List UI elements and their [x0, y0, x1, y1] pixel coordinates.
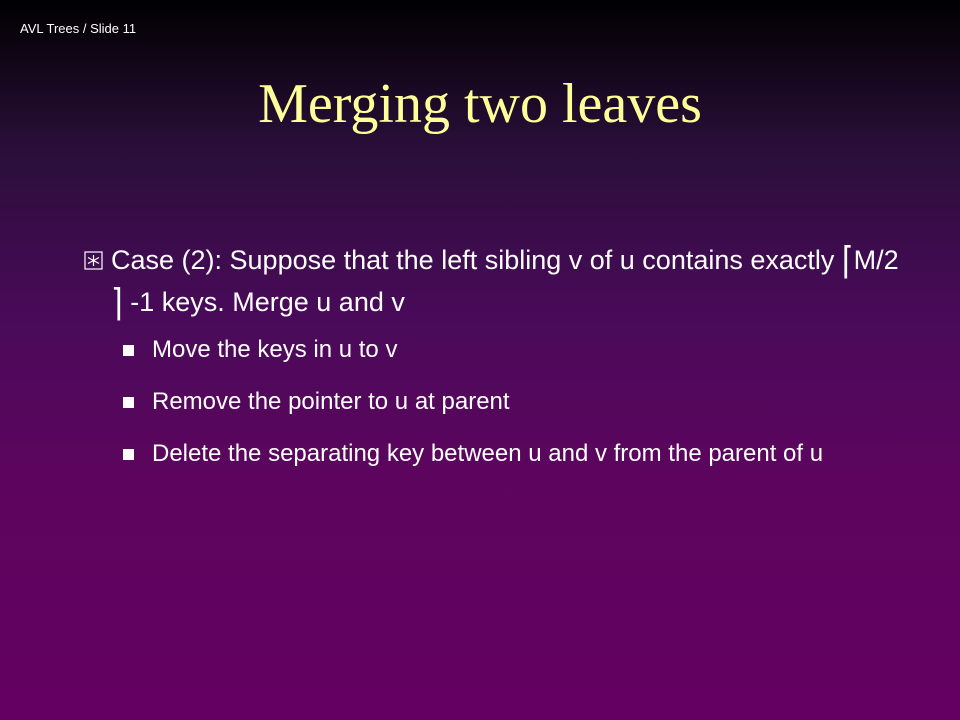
square-bullet-icon: [123, 345, 134, 356]
asterisk-box-icon: [84, 251, 103, 270]
sub-bullet-text: Delete the separating key between u and v from the parent of u: [152, 440, 824, 467]
sub-bullet-text: Remove the pointer to u at parent: [152, 388, 510, 415]
main-bullet-text: [111, 239, 904, 326]
ceil-left-bracket: ⌈: [841, 239, 854, 284]
square-bullet-icon: [123, 449, 134, 460]
main-bullet-part1: Case (2): Suppose that the left sibling v of u contains exactly: [111, 245, 842, 275]
main-bullet-part2: -1 keys. Merge u and v: [122, 287, 405, 317]
slide-title: Merging two leaves: [258, 73, 702, 135]
sub-bullet-item: [123, 439, 863, 468]
square-bullet-icon: [123, 397, 134, 408]
sub-bullet-item: [123, 335, 863, 364]
main-bullet: [84, 239, 904, 326]
sub-bullet-list: [123, 335, 863, 491]
main-bullet-formula: M/2: [853, 245, 899, 275]
sub-bullet-item: [123, 387, 863, 416]
ceil-right-bracket: ⌉: [111, 281, 123, 326]
sub-bullet-text: Move the keys in u to v: [152, 336, 398, 363]
slide-label: AVL Trees / Slide 11: [20, 21, 137, 36]
